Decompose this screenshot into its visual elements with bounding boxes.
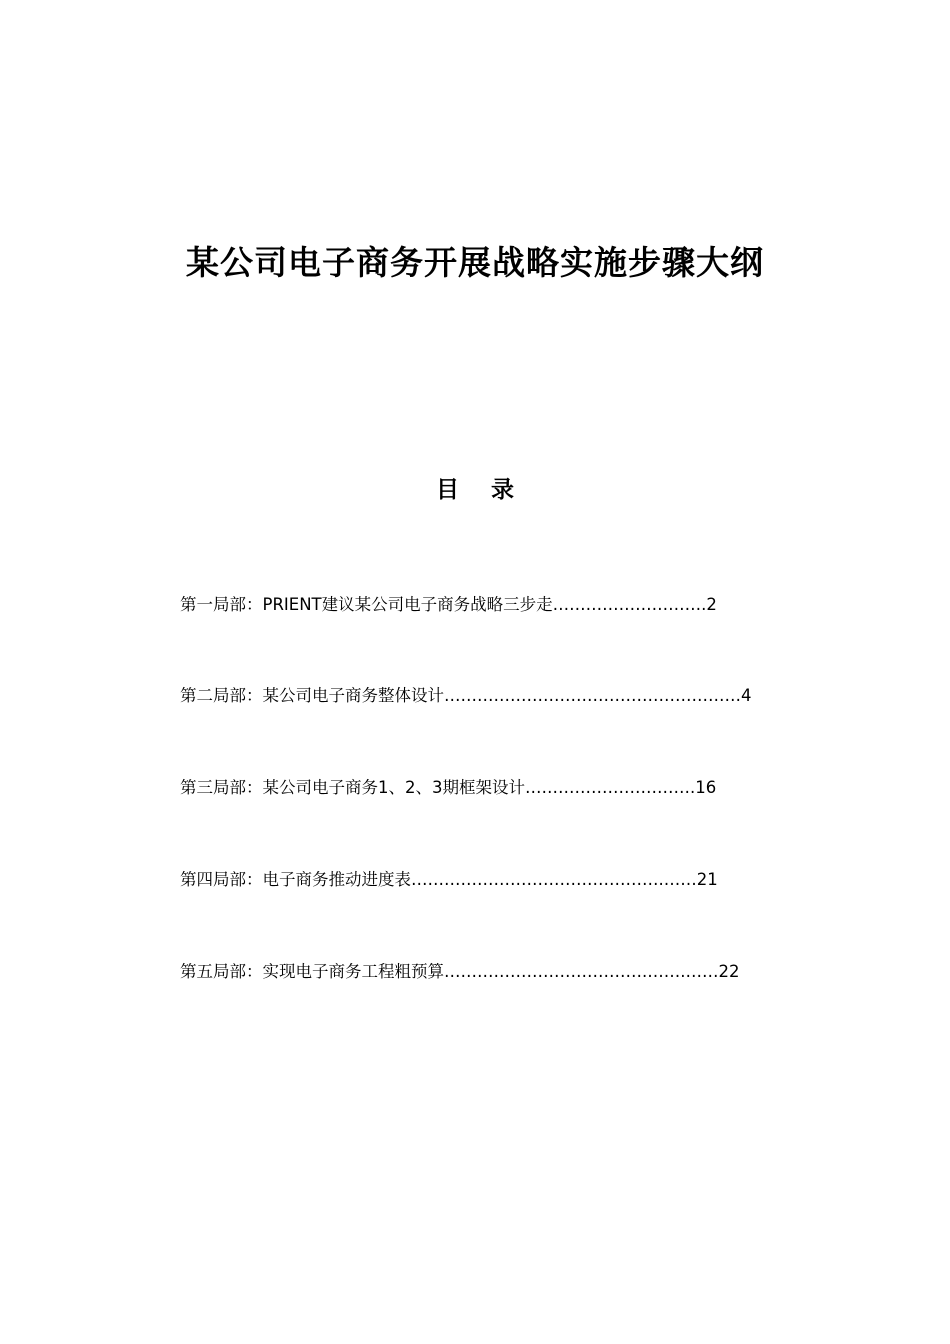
document-title: 某公司电子商务开展战略实施步骤大纲 bbox=[186, 243, 764, 282]
toc-entry-page: 21 bbox=[696, 870, 718, 889]
toc-entry[interactable] bbox=[180, 960, 740, 984]
toc-entry-page: 2 bbox=[706, 595, 717, 614]
toc-entry-leader: ……………………………………………… bbox=[444, 686, 741, 705]
toc-entry-label: 第三局部：某公司电子商务1、2、3期框架设计 bbox=[180, 778, 525, 797]
toc-entry[interactable] bbox=[180, 776, 716, 800]
toc-entry-label: 第一局部：PRIENT建议某公司电子商务战略三步走 bbox=[180, 595, 553, 614]
toc-entry-leader: ……………………………….…….…… bbox=[444, 962, 719, 981]
toc-entry-leader: …………………………. bbox=[525, 778, 696, 797]
toc-entry-label: 第五局部：实现电子商务工程粗预算 bbox=[180, 962, 444, 981]
toc-entry-page: 22 bbox=[718, 962, 740, 981]
toc-entry-label: 第四局部：电子商务推动进度表 bbox=[180, 870, 411, 889]
toc-entry-leader: ……………………………………….…… bbox=[411, 870, 697, 889]
toc-entry[interactable] bbox=[180, 868, 718, 892]
toc-entry[interactable] bbox=[180, 593, 717, 617]
toc-entry-leader: ………………………. bbox=[552, 595, 707, 614]
toc-entry[interactable] bbox=[180, 684, 752, 708]
toc-heading: 目 录 bbox=[435, 477, 515, 503]
toc-entry-page: 16 bbox=[695, 778, 717, 797]
toc-entry-page: 4 bbox=[741, 686, 752, 705]
toc-entry-label: 第二局部：某公司电子商务整体设计 bbox=[180, 686, 444, 705]
